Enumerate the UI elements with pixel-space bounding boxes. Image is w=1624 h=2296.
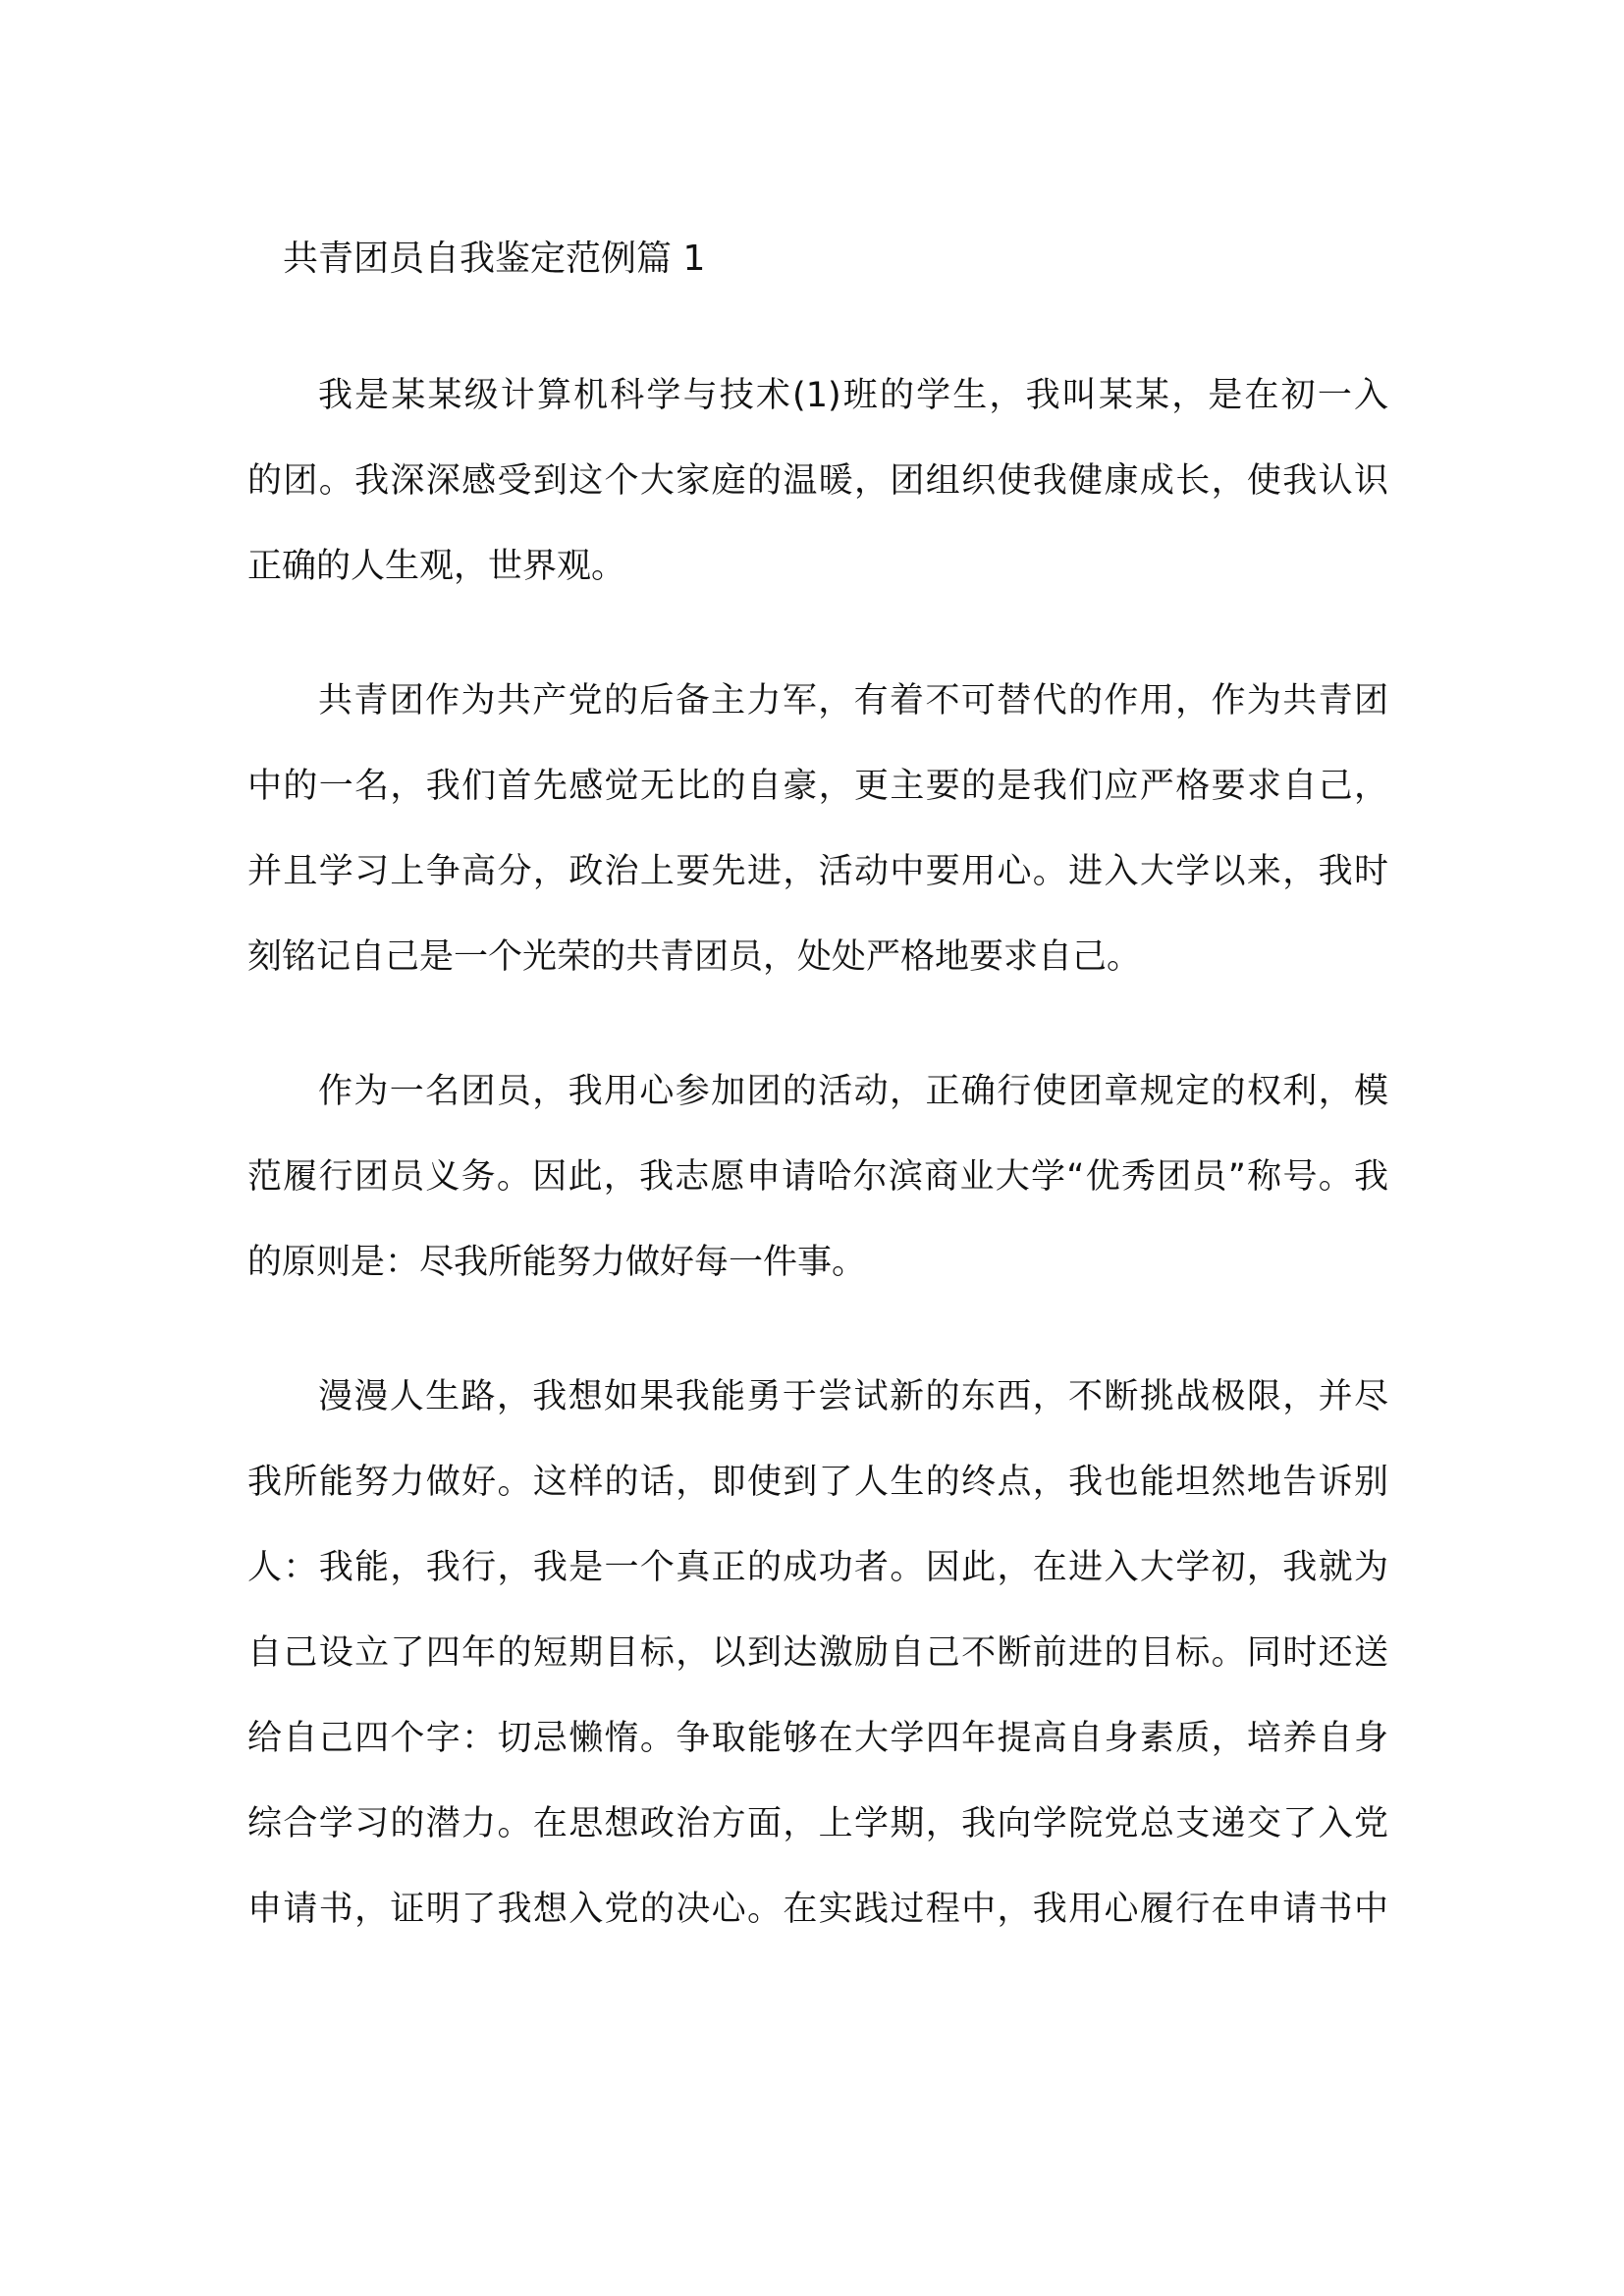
text-line: 我是某某级计算机科学与技术(1)班的学生，我叫某某，是在初一入 [318,376,1388,415]
text-line: 范履行团员义务。因此，我志愿申请哈尔滨商业大学“优秀团员”称号。我 [247,1157,1388,1197]
text-line: 正确的人生观，世界观。 [247,547,626,586]
paragraph-3 [247,1049,1388,1306]
text-line: 的团。我深深感受到这个大家庭的温暖，团组织使我健康成长，使我认识 [247,461,1388,501]
paragraph-2 [247,659,1388,1000]
text-line: 给自己四个字：切忌懒惰。争取能够在大学四年提高自身素质，培养自身 [247,1719,1388,1758]
text-line: 我所能努力做好。这样的话，即使到了人生的终点，我也能坦然地告诉别 [247,1463,1388,1502]
text-line: 综合学习的潜力。在思想政治方面，上学期，我向学院党总支递交了入党 [247,1804,1388,1843]
document-title: 共青团员自我鉴定范例篇 1 [283,239,706,279]
text-line: 的原则是：尽我所能努力做好每一件事。 [247,1243,867,1282]
text-line: 自己设立了四年的短期目标，以到达激励自己不断前进的目标。同时还送 [247,1633,1388,1673]
text-line: 共青团作为共产党的后备主力军，有着不可替代的作用，作为共青团 [318,681,1388,721]
text-line: 刻铭记自己是一个光荣的共青团员，处处严格地要求自己。 [247,937,1142,977]
text-line: 作为一名团员，我用心参加团的活动，正确行使团章规定的权利，模 [318,1072,1388,1111]
text-line: 中的一名，我们首先感觉无比的自豪，更主要的是我们应严格要求自己， [247,767,1388,806]
text-line: 漫漫人生路，我想如果我能勇于尝试新的东西，不断挑战极限，并尽 [318,1377,1388,1416]
paragraph-1 [247,353,1388,610]
paragraph-4 [247,1355,1388,1952]
text-line: 人：我能，我行，我是一个真正的成功者。因此，在进入大学初，我就为 [247,1548,1388,1587]
text-line: 申请书，证明了我想入党的决心。在实践过程中，我用心履行在申请书中 [247,1890,1388,1929]
text-line: 并且学习上争高分，政治上要先进，活动中要用心。进入大学以来，我时 [247,852,1388,891]
document-body [247,353,1388,2002]
